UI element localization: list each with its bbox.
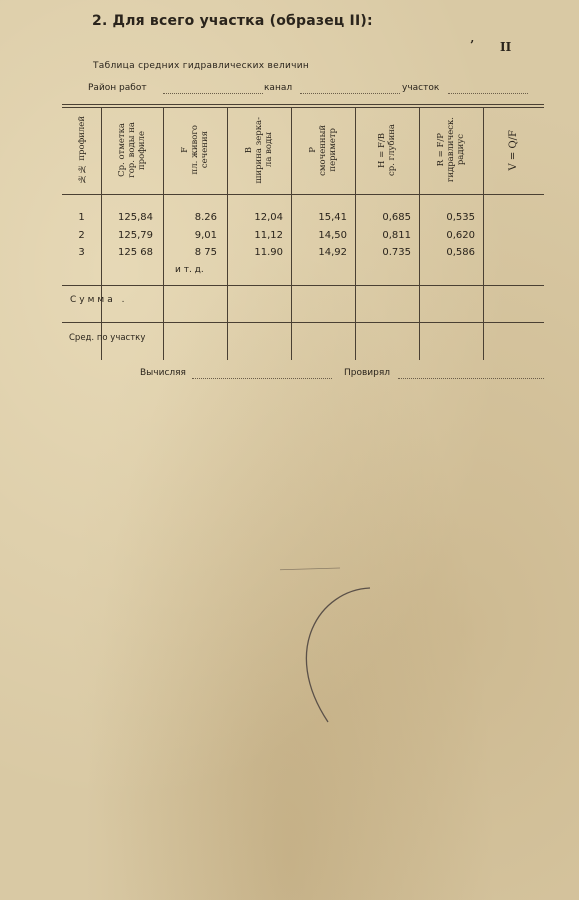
header-text: пл. живого bbox=[190, 125, 200, 175]
table-cell: 0.735 bbox=[382, 247, 411, 258]
table-cell: 14,92 bbox=[318, 247, 347, 258]
header-text: №№ профилей bbox=[76, 116, 87, 184]
header-text: смоченный bbox=[318, 124, 328, 176]
header-text: ширина зерка- bbox=[254, 116, 264, 184]
checked-label: Провирял bbox=[344, 368, 391, 378]
table-cell: 9,01 bbox=[194, 230, 217, 241]
header-text: R = F/P bbox=[436, 133, 446, 167]
header-text: гор. воды на bbox=[127, 122, 137, 178]
header-text: H = F/B bbox=[377, 132, 387, 168]
header-text: V = Q/F bbox=[507, 129, 519, 171]
checked-blank bbox=[398, 378, 544, 379]
header-text: Ср. отметка bbox=[117, 123, 127, 177]
header-text: F bbox=[180, 147, 190, 153]
table-cell: 0,535 bbox=[446, 212, 475, 223]
computed-label: Вычисляя bbox=[140, 368, 186, 378]
section-heading: 2. Для всего участка (образец II): bbox=[92, 13, 373, 29]
district-label: Район работ bbox=[88, 83, 147, 93]
table-cell: 12,04 bbox=[254, 212, 283, 223]
header-text: радиус bbox=[456, 134, 466, 166]
table-cell: 0,586 bbox=[446, 247, 475, 258]
section-label: участок bbox=[402, 83, 440, 93]
corner-tick: ’ bbox=[470, 38, 475, 52]
header-perimeter bbox=[291, 108, 355, 192]
header-text: сечения bbox=[200, 131, 210, 169]
header-text: ла воды bbox=[264, 132, 274, 168]
header-text: B bbox=[244, 146, 254, 154]
header-bottom-rule bbox=[62, 194, 544, 195]
work-info-line bbox=[88, 83, 528, 99]
canal-label: канал bbox=[264, 83, 293, 93]
table-cell: 11.90 bbox=[254, 247, 283, 258]
table-cell: 125 68 bbox=[118, 247, 153, 258]
header-radius bbox=[419, 108, 483, 192]
header-profile-number bbox=[62, 108, 101, 192]
header-area bbox=[163, 108, 227, 192]
table-cell: 2 bbox=[78, 230, 85, 241]
table-cell: 11,12 bbox=[254, 230, 283, 241]
table-cell: 8.26 bbox=[194, 212, 217, 223]
table-cell: 125,79 bbox=[118, 230, 153, 241]
header-text: периметр bbox=[328, 128, 338, 172]
header-text: профиле bbox=[137, 130, 147, 170]
section-blank bbox=[448, 93, 528, 94]
table-cell: 15,41 bbox=[318, 212, 347, 223]
table-top-rule bbox=[62, 104, 544, 105]
header-velocity bbox=[483, 108, 544, 192]
sum-label: Сумма . bbox=[70, 295, 128, 305]
table-cell: 0,620 bbox=[446, 230, 475, 241]
table-cell: 14,50 bbox=[318, 230, 347, 241]
table-cell: 0,811 bbox=[382, 230, 411, 241]
table-cell: 1 bbox=[78, 212, 85, 223]
table-cell: 0,685 bbox=[382, 212, 411, 223]
table-cell: 3 bbox=[78, 247, 85, 258]
table-cell: 8 75 bbox=[194, 247, 217, 258]
header-depth bbox=[355, 108, 419, 192]
sum-bottom-rule bbox=[62, 322, 544, 323]
pencil-arc-mark bbox=[280, 560, 380, 730]
computed-blank bbox=[192, 378, 332, 379]
header-text: ср. глубина bbox=[387, 124, 397, 176]
header-text: P bbox=[308, 147, 318, 153]
header-avg-level bbox=[101, 108, 163, 192]
etc-note: и т. д. bbox=[175, 265, 204, 275]
header-width bbox=[227, 108, 291, 192]
average-label: Сред. по участку bbox=[69, 333, 146, 343]
table-title: Таблица средних гидравлических величин bbox=[93, 61, 310, 71]
body-bottom-rule bbox=[62, 285, 544, 286]
header-text: гидравлическ. bbox=[446, 117, 456, 183]
canal-blank bbox=[300, 93, 400, 94]
table-cell: 125,84 bbox=[118, 212, 153, 223]
district-blank bbox=[163, 93, 263, 94]
corner-mark: II bbox=[500, 40, 512, 54]
